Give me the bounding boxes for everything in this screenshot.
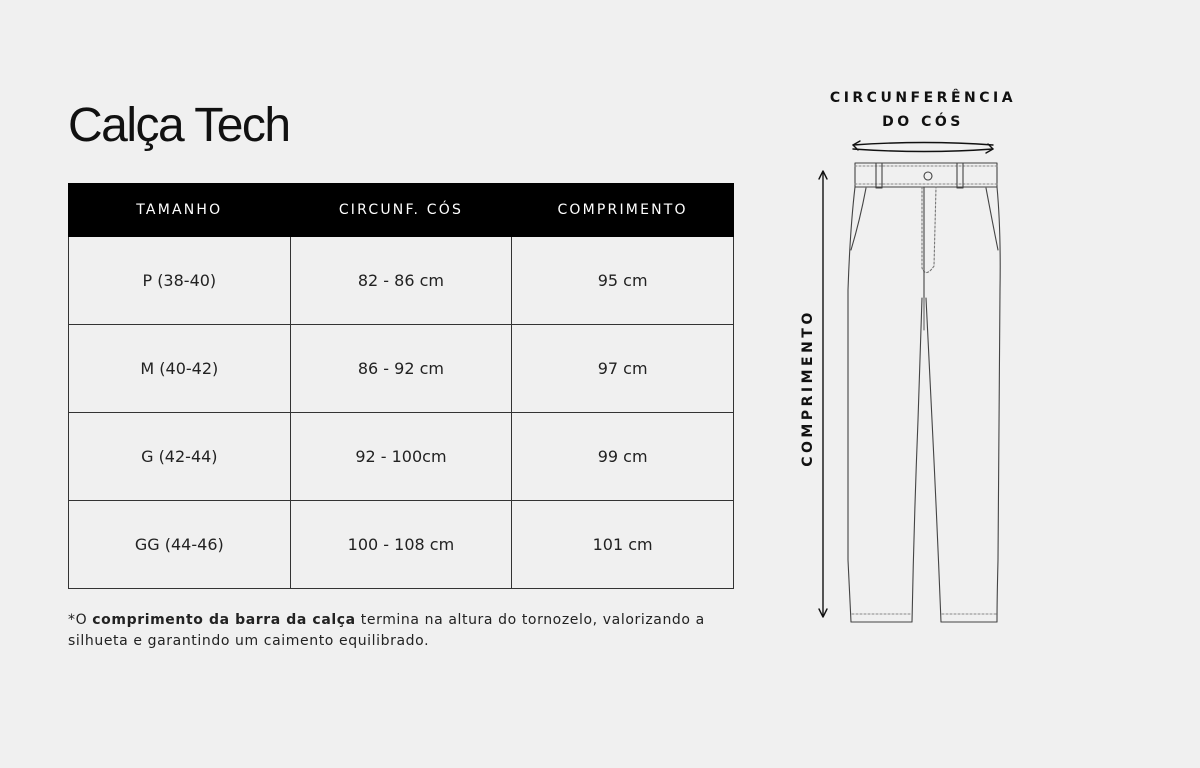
pants-outline	[848, 163, 1000, 622]
size-table	[68, 183, 734, 589]
footnote-bold: comprimento da barra da calça	[92, 612, 356, 628]
cell-length: 101 cm	[512, 501, 734, 589]
cell-waist: 92 - 100cm	[290, 413, 512, 501]
cell-length: 99 cm	[512, 413, 734, 501]
table-row	[69, 413, 734, 501]
cell-size: P (38-40)	[69, 237, 291, 325]
pants-diagram	[780, 125, 1020, 635]
footnote-prefix: *O	[68, 612, 93, 628]
table-row	[69, 237, 734, 325]
cell-waist: 86 - 92 cm	[290, 325, 512, 413]
table-row	[69, 501, 734, 589]
waist-arrow-icon	[853, 141, 993, 153]
page-title: Calça Tech	[68, 99, 290, 152]
length-label-text: COMPRIMENTO	[800, 309, 816, 467]
table-row	[69, 325, 734, 413]
cell-length: 97 cm	[512, 325, 734, 413]
cell-waist: 82 - 86 cm	[290, 237, 512, 325]
cell-waist: 100 - 108 cm	[290, 501, 512, 589]
cell-size: GG (44-46)	[69, 501, 291, 589]
header-comprimento: COMPRIMENTO	[512, 184, 734, 237]
waist-label-line2: DO CÓS	[882, 114, 964, 130]
footnote	[68, 610, 748, 652]
cell-length: 95 cm	[512, 237, 734, 325]
header-circunf-cos: CIRCUNF. CÓS	[290, 184, 512, 237]
waist-label-line1: CIRCUNFERÊNCIA	[829, 90, 1017, 106]
cell-size: G (42-44)	[69, 413, 291, 501]
length-arrow-icon	[819, 171, 827, 617]
footnote-suffix: termina na altura do tornozelo, valorizando a silhueta e garantindo um caimento equilibrado.	[68, 612, 705, 649]
header-tamanho: TAMANHO	[69, 184, 291, 237]
cell-size: M (40-42)	[69, 325, 291, 413]
table-header-row	[69, 184, 734, 237]
